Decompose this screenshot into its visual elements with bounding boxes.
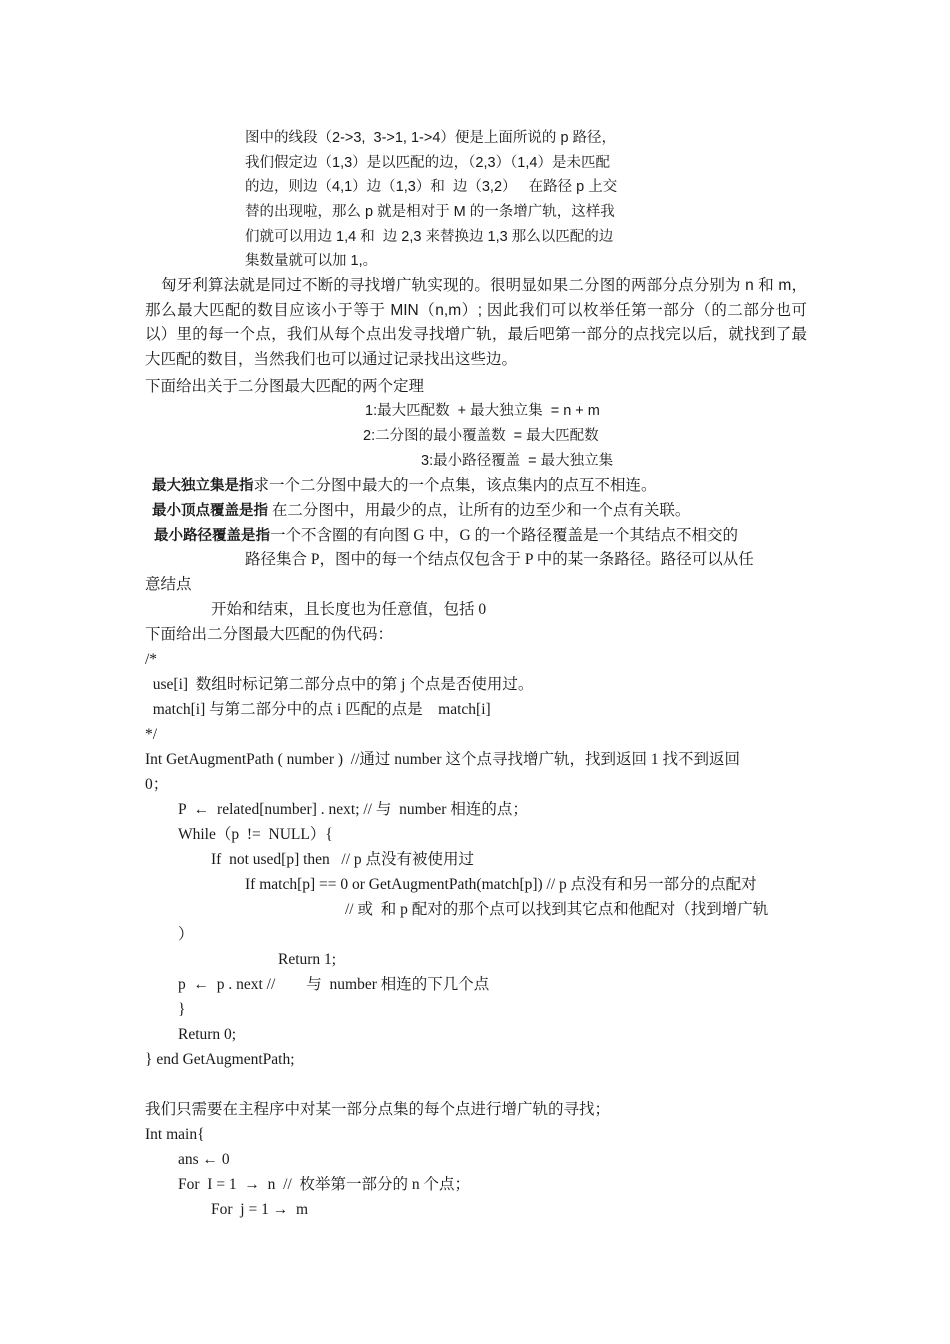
definition-path-cover [154,526,738,546]
code-line: While（p != NULL）{ [178,826,333,843]
independent-set-term: 最大独立集是指 [152,478,254,494]
main-intro: 我们只需要在主程序中对某一部分点集的每个点进行增广轨的寻找； [145,1101,611,1118]
theorems-heading: 下面给出关于二分图最大匹配的两个定理 [145,378,425,395]
code-line: match[i] 与第二部分中的点 i 匹配的点是 match[i] [145,701,491,718]
path-cover-text-3: 意结点 [145,576,192,593]
path-cover-text-1: 一个不含圈的有向图 G 中，G 的一个路径覆盖是一个其结点不相交的 [270,527,739,544]
code-line: P ← related[number] . next; // 与 number 相连的点； [178,801,528,818]
caption-line-3: 的边，则边（4,1）边（1,3）和 边（3,2） 在路径 p 上交 [245,179,618,195]
main-line: ans ← 0 [178,1151,230,1168]
vertex-cover-term: 最小顶点覆盖是指 [152,503,268,519]
code-line: } end GetAugmentPath; [145,1051,295,1068]
code-line: Return 1; [278,951,337,968]
path-cover-term: 最小路径覆盖是指 [154,528,270,544]
code-line: /* [145,651,158,668]
main-line: For I = 1 → n // 枚举第一部分的 n 个点； [178,1176,471,1193]
code-line: // 或 和 p 配对的那个点可以找到其它点和他配对（找到增广轨 [345,901,769,918]
code-line: ） [178,926,194,943]
independent-set-text: 求一个二分图中最大的一个点集，该点集内的点互不相连。 [253,477,657,494]
caption-line-6: 集数量就可以加 1,。 [245,253,378,269]
vertex-cover-text: 在二分图中，用最少的点，让所有的边至少和一个点有关联。 [268,502,691,519]
code-line: Int GetAugmentPath ( number ) //通过 number 这个点寻找增广轨，找到返回 1 找不到返回 [145,751,740,768]
caption-line-5: 们就可以用边 1,4 和 边 2,3 来替换边 1,3 那么以匹配的边 [245,229,614,245]
pseudocode-heading: 下面给出二分图最大匹配的伪代码： [145,626,394,643]
path-cover-text-4: 开始和结束，且长度也为任意值，包括 0 [211,601,487,618]
main-line: Int main{ [145,1126,205,1143]
code-line: */ [145,726,158,743]
caption-line-1: 图中的线段（2->3, 3->1, 1->4）便是上面所说的 p 路径， [245,130,617,146]
definition-independent-set [152,476,657,496]
main-line: For j = 1 → m [211,1201,309,1218]
code-line: If not used[p] then // p 点没有被使用过 [211,851,475,868]
intro-paragraph: 匈牙利算法就是同过不断的寻找增广轨实现的。很明显如果二分图的两部分点分别为 n 和 m，那么最大匹配的数目应该小于等于 MIN（n,m）; 因此我们可以枚举任第一部分（的二部分也可以）里的每一个点，我们从每个点出发寻找增广轨，最后吧第一部分的点找完以后，就找到了最大匹配的数目，当然我们也可以通过记录找出这些边。 [145,277,807,368]
caption-line-4: 替的出现啦，那么 p 就是相对于 M 的一条增广轨，这样我 [245,204,615,220]
code-line: use[i] 数组时标记第二部分点中的第 j 个点是否使用过。 [145,676,534,693]
caption-line-2: 我们假定边（1,3）是以匹配的边，（2,3）（1,4）是未匹配 [245,155,610,171]
code-line: } [178,1001,186,1018]
path-cover-text-2: 路径集合 P，图中的每一个结点仅包含于 P 中的某一条路径。路径可以从任 [245,551,754,568]
code-line: p ← p . next // 与 number 相连的下几个点 [178,976,490,993]
code-line: If match[p] == 0 or GetAugmentPath(match[p]) // p 点没有和另一部分的点配对 [245,876,757,893]
code-line: 0； [145,776,169,793]
theorem-2: 2:二分图的最小覆盖数 = 最大匹配数 [363,428,599,444]
theorem-1: 1:最大匹配数 + 最大独立集 = n + m [365,403,600,419]
definition-vertex-cover [152,501,690,521]
theorem-3: 3:最小路径覆盖 = 最大独立集 [421,453,614,469]
code-line: Return 0; [178,1026,237,1043]
